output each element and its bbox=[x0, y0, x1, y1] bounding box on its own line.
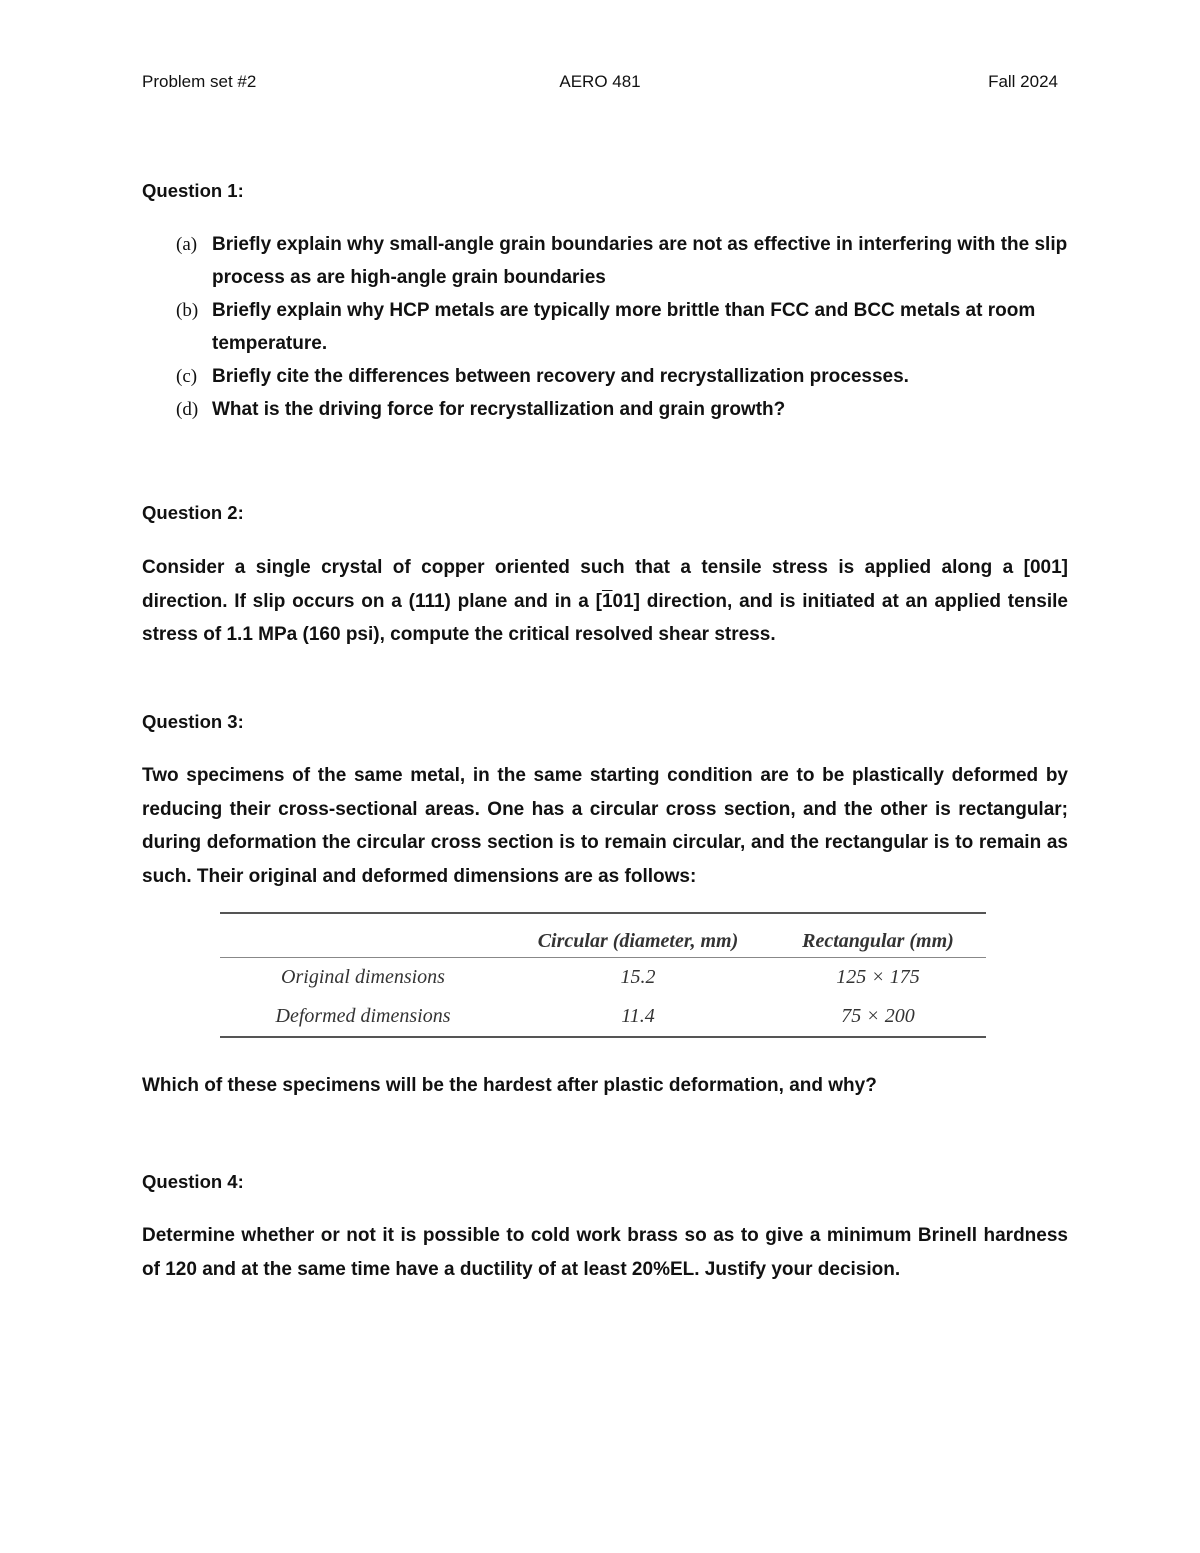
table-header-cell: Rectangular (mm) bbox=[770, 913, 986, 958]
table-header-cell bbox=[220, 913, 506, 958]
table-cell: 15.2 bbox=[620, 966, 656, 988]
table-row bbox=[220, 997, 986, 1037]
header-center: AERO 481 bbox=[559, 72, 641, 91]
table-cell: 125 × 175 bbox=[836, 966, 920, 988]
table-header-cell: Circular (diameter, mm) bbox=[506, 913, 770, 958]
table-cell: Original dimensions bbox=[281, 966, 445, 988]
overline-digit: 1 bbox=[601, 590, 613, 612]
question-4-text: Determine whether or not it is possible to cold work brass so as to give a minimum Brinell hardness of 120 and at the same time have a ductility of at least 20%EL. Justify your decision. bbox=[142, 1225, 1068, 1280]
list-item bbox=[142, 393, 1072, 426]
list-item bbox=[142, 360, 1072, 393]
table-cell: 75 × 200 bbox=[841, 1005, 915, 1027]
question-1-title: Question 1: bbox=[142, 180, 244, 201]
table-cell: 11.4 bbox=[621, 1005, 655, 1027]
header-left: Problem set #2 bbox=[142, 72, 257, 91]
question-3-followup: Which of these specimens will be the hardest after plastic deformation, and why? bbox=[142, 1075, 877, 1096]
question-1-list bbox=[142, 228, 1072, 426]
table-cell: Deformed dimensions bbox=[275, 1005, 451, 1027]
list-item bbox=[142, 228, 1072, 294]
item-text: Briefly explain why small-angle grain boundaries are not as effective in interfering with the slip process as are high-angle grain boundaries bbox=[212, 234, 1068, 288]
table-header-row bbox=[220, 913, 986, 958]
item-text: What is the driving force for recrystallization and grain growth? bbox=[212, 399, 786, 420]
list-item bbox=[142, 294, 1072, 360]
question-2-text-part-1: Consider a single crystal of copper oriented such that a tensile stress is applied along a [001] direction. If slip occurs on a (111) plane and in a [ bbox=[142, 557, 1068, 612]
question-2-text-part-2: 01] direction, and is initiated at an applied tensile stress of 1.1 MPa (160 psi), compute the critical resolved shear stress. bbox=[142, 590, 1068, 645]
item-marker: (b) bbox=[176, 300, 199, 321]
question-2-text bbox=[142, 551, 1068, 652]
item-marker: (d) bbox=[176, 399, 199, 420]
dimensions-table bbox=[220, 912, 986, 1038]
question-3-text: Two specimens of the same metal, in the same starting condition are to be plastically deformed by reducing their cross-sectional areas. One has a circular cross section, and the other is rectangular; during deformation the circular cross section is to remain circular, and the rectangular is to remain as such. Their original and deformed dimensions are as follows: bbox=[142, 765, 1068, 887]
item-marker: (c) bbox=[176, 366, 198, 387]
item-text: Briefly cite the differences between recovery and recrystallization processes. bbox=[212, 366, 909, 387]
question-2-title: Question 2: bbox=[142, 502, 244, 523]
header-right: Fall 2024 bbox=[988, 72, 1058, 91]
item-marker: (a) bbox=[176, 234, 198, 255]
question-4-title: Question 4: bbox=[142, 1171, 244, 1192]
question-3-title: Question 3: bbox=[142, 711, 244, 732]
table-row bbox=[220, 958, 986, 998]
item-text: Briefly explain why HCP metals are typically more brittle than FCC and BCC metals at room temperature. bbox=[212, 300, 1036, 354]
